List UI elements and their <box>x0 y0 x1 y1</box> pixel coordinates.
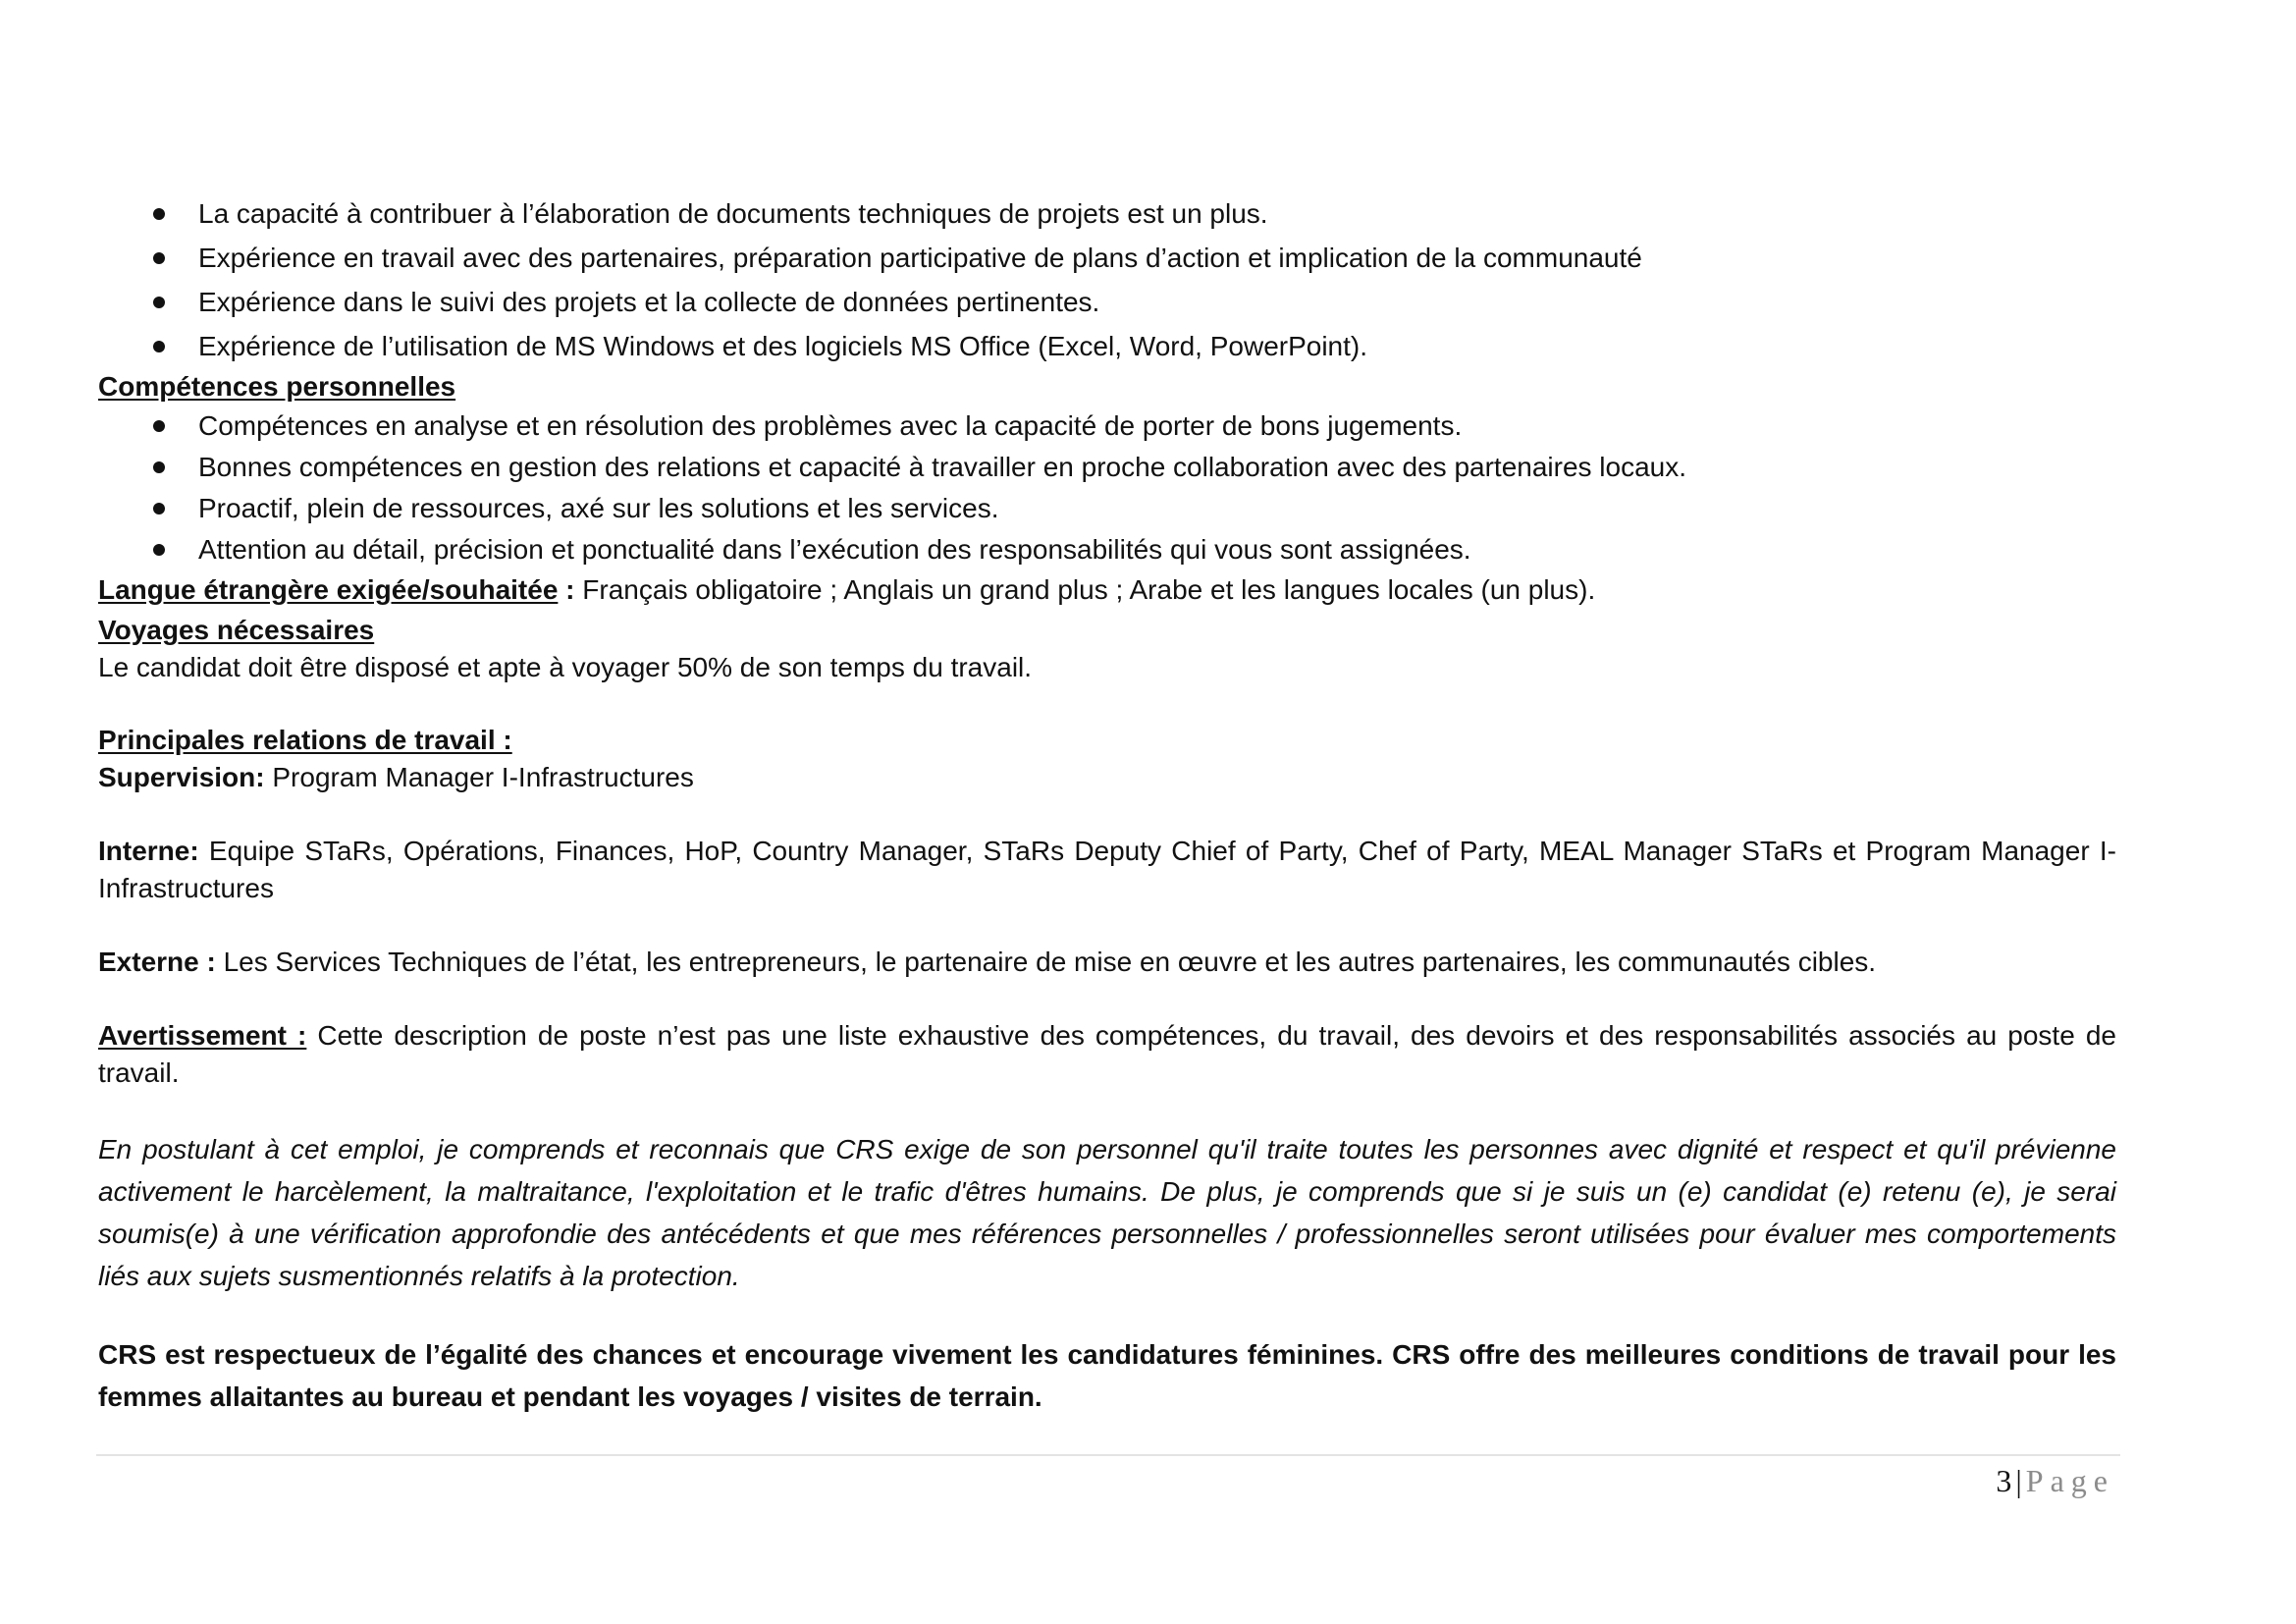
bullet-dot-icon <box>153 208 165 220</box>
supervision-line <box>98 759 2116 796</box>
list-item: Expérience dans le suivi des projets et la collecte de données pertinentes. <box>98 280 2116 324</box>
list-item: La capacité à contribuer à l’élaboration de documents techniques de projets est un plus. <box>98 191 2116 236</box>
interne-paragraph <box>98 833 2116 907</box>
langue-colon: : <box>558 574 575 605</box>
langue-section <box>98 570 2116 610</box>
list-item: Attention au détail, précision et ponctualité dans l’exécution des responsabilités qui vous sont assignées. <box>98 529 2116 570</box>
bullet-dot-icon <box>153 420 165 432</box>
footer-divider <box>96 1454 2120 1456</box>
bullet-dot-icon <box>153 341 165 352</box>
voyages-section <box>98 612 2116 649</box>
page-footer <box>1996 1461 2114 1500</box>
relations-section <box>98 722 2116 759</box>
bullet-dot-icon <box>153 297 165 308</box>
egalite-paragraph: CRS est respectueux de l’égalité des chances et encourage vivement les candidatures féminines. CRS offre des meilleures conditions de travail pour les femmes allaitantes au bureau et pendant les voyages / visites de terrain. <box>98 1339 2116 1412</box>
externe-label: Externe : <box>98 947 216 977</box>
interne-label: Interne: <box>98 836 199 866</box>
list-item: Compétences en analyse et en résolution des problèmes avec la capacité de porter de bons jugements. <box>98 406 2116 447</box>
page-number: 3 <box>1996 1463 2012 1498</box>
footer-separator: | <box>2015 1463 2022 1498</box>
voyages-heading: Voyages nécessaires <box>98 615 375 645</box>
competences-list <box>98 406 2116 570</box>
bullet-dot-icon <box>153 503 165 514</box>
externe-paragraph <box>98 944 2116 981</box>
list-item: Expérience en travail avec des partenaires, préparation participative de plans d’action et implication de la communauté <box>98 236 2116 280</box>
bullet-dot-icon <box>153 544 165 556</box>
bullet-dot-icon <box>153 252 165 264</box>
voyages-text: Le candidat doit être disposé et apte à voyager 50% de son temps du travail. <box>98 652 1033 682</box>
avertissement-label: Avertissement : <box>98 1020 307 1051</box>
supervision-text: Program Manager I-Infrastructures <box>264 762 694 792</box>
competences-section <box>98 368 2116 406</box>
avertissement-text: Cette description de poste n’est pas une liste exhaustive des compétences, du travail, des devoirs et des responsabilités associés au poste de travail. <box>98 1020 2117 1088</box>
avertissement-paragraph <box>98 1017 2116 1092</box>
document-page <box>98 191 2116 1418</box>
list-item: Bonnes compétences en gestion des relations et capacité à travailler en proche collaboration avec des partenaires locaux. <box>98 447 2116 488</box>
bullet-dot-icon <box>153 461 165 473</box>
interne-text: Equipe STaRs, Opérations, Finances, HoP, Country Manager, STaRs Deputy Chief of Party, Chef of Party, MEAL Manager STaRs et Program Manager I-Infrastructures <box>98 836 2116 903</box>
langue-text: Français obligatoire ; Anglais un grand plus ; Arabe et les langues locales (un plus). <box>574 574 1596 605</box>
list-item: Expérience de l’utilisation de MS Windows et des logiciels MS Office (Excel, Word, PowerPoint). <box>98 324 2116 368</box>
page-word: Page <box>2025 1463 2114 1498</box>
langue-label: Langue étrangère exigée/souhaitée <box>98 574 559 605</box>
relations-heading: Principales relations de travail : <box>98 725 512 755</box>
list-item: Proactif, plein de ressources, axé sur les solutions et les services. <box>98 488 2116 529</box>
requirements-list <box>98 191 2116 368</box>
supervision-label: Supervision: <box>98 762 265 792</box>
externe-text: Les Services Techniques de l’état, les entrepreneurs, le partenaire de mise en œuvre et les autres partenaires, les communautés cibles. <box>215 947 1877 977</box>
competences-heading: Compétences personnelles <box>98 371 456 402</box>
declaration-paragraph: En postulant à cet emploi, je comprends et reconnais que CRS exige de son personnel qu'il traite toutes les personnes avec dignité et respect et qu'il prévienne activement le harcèlement, la maltraitance, l'exploitation et le trafic d'êtres humains. De plus, je comprends que si je suis un (e) candidat (e) retenu (e), je serai soumis(e) à une vérification approfondie des antécédents et que mes références personnelles / professionnelles seront utilisées pour évaluer mes comportements liés aux sujets susmentionnés relatifs à la protection. <box>98 1134 2116 1291</box>
